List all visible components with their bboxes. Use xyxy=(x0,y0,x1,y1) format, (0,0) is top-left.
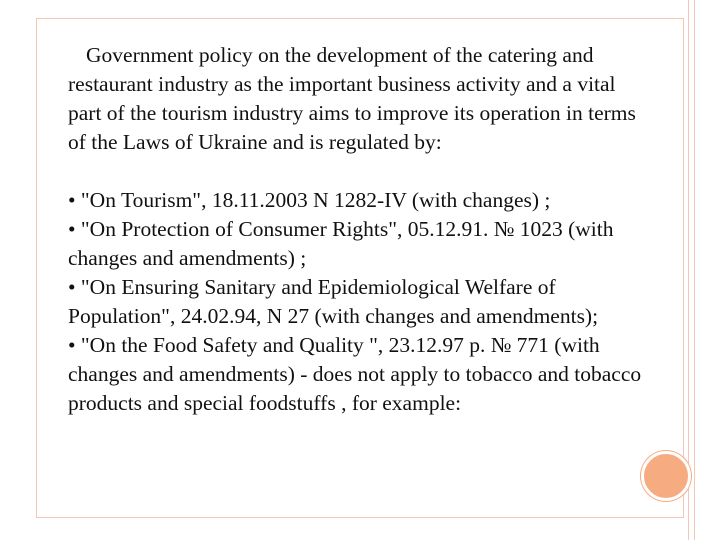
law-item-consumer-rights: • "On Protection of Consumer Rights", 05.12.91. № 1023 (with changes and amendments) ; xyxy=(68,217,614,270)
accent-circle xyxy=(641,451,691,501)
slide-body xyxy=(68,41,643,418)
decorative-rule xyxy=(694,0,695,540)
law-item-tourism: • "On Tourism", 18.11.2003 N 1282-IV (with changes) ; xyxy=(68,188,551,212)
law-item-sanitary-welfare: • "On Ensuring Sanitary and Epidemiological Welfare of Population", 24.02.94, N 27 (with changes and amendments); xyxy=(68,275,599,328)
decorative-rule xyxy=(688,0,689,540)
law-item-food-safety: • "On the Food Safety and Quality ", 23.12.97 p. № 771 (with changes and amendments) - does not apply to tobacco and tobacco products and special foodstuffs , for example: xyxy=(68,333,642,415)
paragraph-spacer xyxy=(68,157,643,186)
intro-paragraph: Government policy on the development of the catering and restaurant industry as the important business activity and a vital part of the tourism industry aims to improve its operation in terms of the Laws of Ukraine and is regulated by: xyxy=(68,43,636,154)
